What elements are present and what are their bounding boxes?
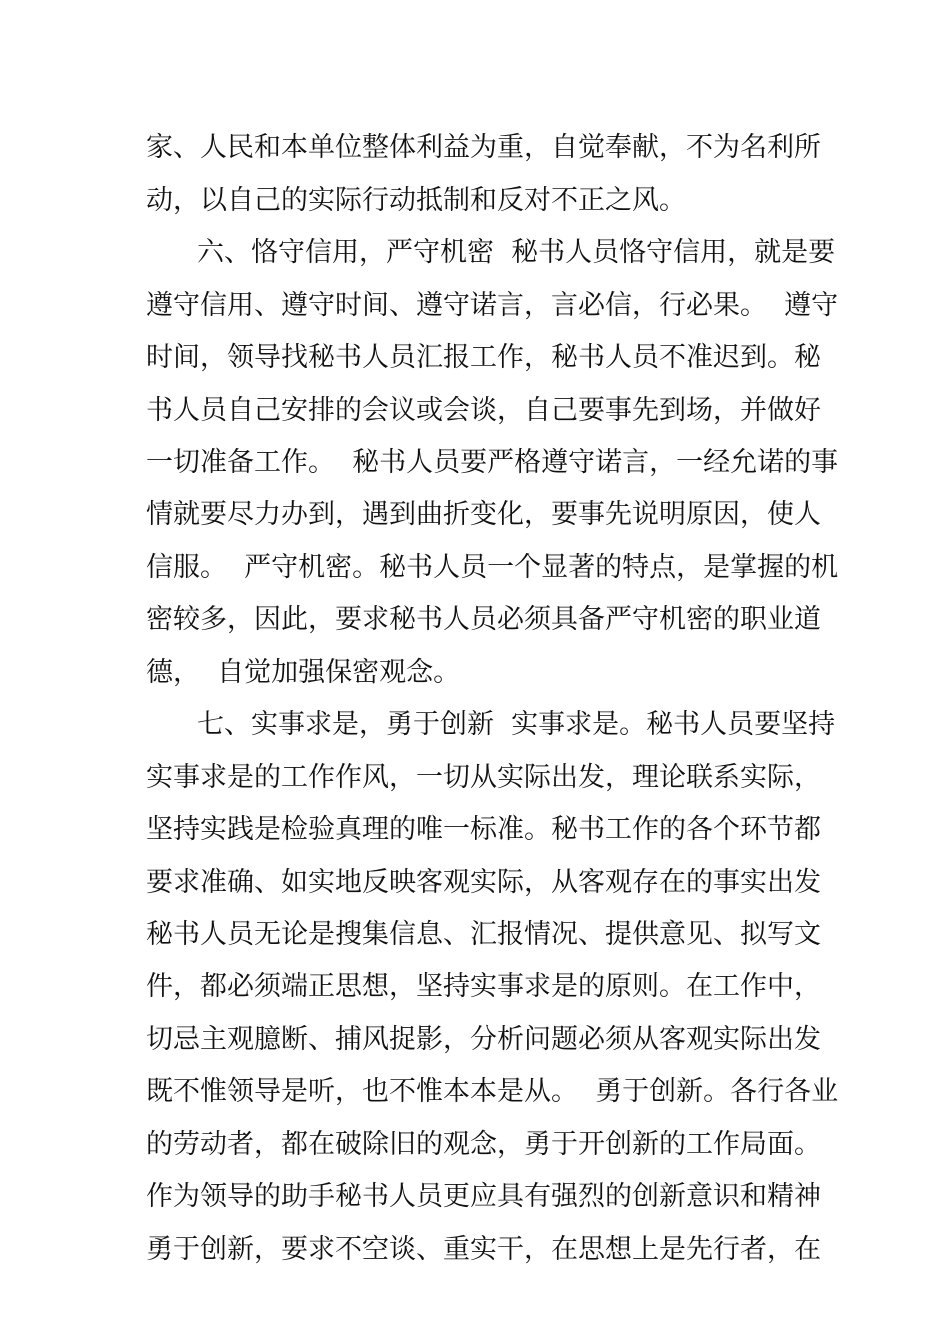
text-line: 既不惟领导是听，也不惟本本是从。 勇于创新。各行各业 (146, 1076, 839, 1107)
text-line: 密较多，因此，要求秘书人员必须具备严守机密的职业道 (146, 604, 821, 635)
text-line: 件，都必须端正思想，坚持实事求是的原则。在工作中， (146, 971, 821, 1002)
text-line: 情就要尽力办到，遇到曲折变化，要事先说明原因，使人 (146, 499, 821, 530)
text-line: 实事求是的工作作风，一切从实际出发，理论联系实际， (146, 762, 821, 793)
text-line: 坚持实践是检验真理的唯一标准。秘书工作的各个环节都 (146, 814, 821, 845)
text-line: 秘书人员无论是搜集信息、汇报情况、提供意见、拟写文 (146, 919, 821, 950)
text-line: 德， 自觉加强保密观念。 (146, 657, 461, 688)
text-line: 时间，领导找秘书人员汇报工作，秘书人员不准迟到。秘 (146, 342, 821, 373)
text-line: 家、人民和本单位整体利益为重，自觉奉献，不为名利所 (146, 132, 821, 163)
text-line: 的劳动者，都在破除旧的观念，勇于开创新的工作局面。 (146, 1129, 821, 1160)
paragraph-start-line: 七、实事求是，勇于创新 实事求是。秘书人员要坚持 (197, 709, 836, 740)
text-line: 作为领导的助手秘书人员更应具有强烈的创新意识和精神 (146, 1181, 821, 1212)
text-line: 信服。 严守机密。秘书人员一个显著的特点，是掌握的机 (146, 552, 839, 583)
text-line: 勇于创新，要求不空谈、重实干，在思想上是先行者，在 (146, 1234, 821, 1265)
text-line: 要求准确、如实地反映客观实际，从客观存在的事实出发 (146, 867, 821, 898)
text-line: 书人员自己安排的会议或会谈，自己要事先到场，并做好 (146, 395, 821, 426)
paragraph-start-line: 六、恪守信用，严守机密 秘书人员恪守信用，就是要 (197, 237, 836, 268)
text-line: 一切准备工作。 秘书人员要严格遵守诺言，一经允诺的事 (146, 447, 839, 478)
text-line: 切忌主观臆断、捕风捉影，分析问题必须从客观实际出发 (146, 1024, 821, 1055)
text-line: 动，以自己的实际行动抵制和反对不正之风。 (146, 185, 686, 216)
text-line: 遵守信用、遵守时间、遵守诺言，言必信，行必果。 遵守 (146, 290, 839, 321)
